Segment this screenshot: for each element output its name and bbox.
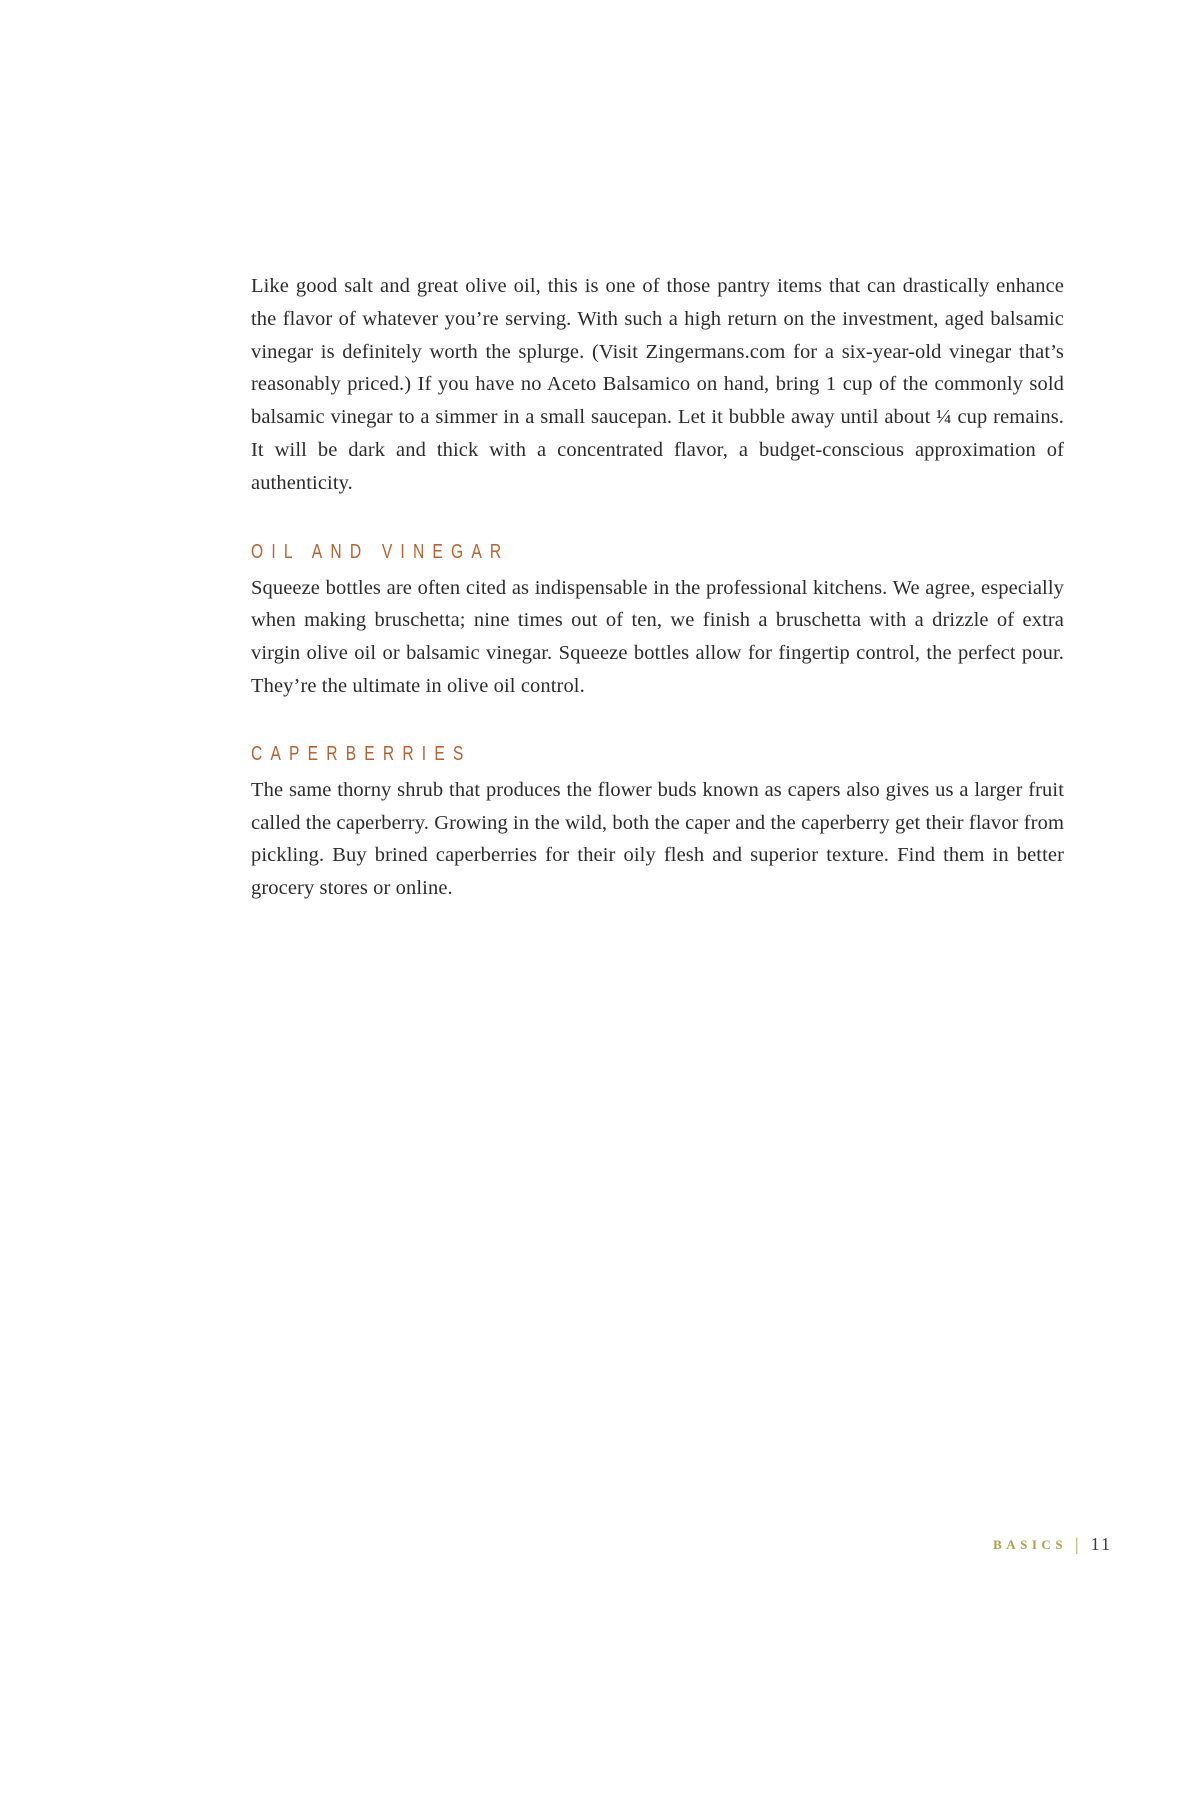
section-paragraph-oil-and-vinegar: Squeeze bottles are often cited as indispensable in the professional kitchens. We agree, especially when making bruschetta; nine times out of ten, we finish a bruschetta with a drizzle of extra virgin olive oil or balsamic vinegar. Squeeze bottles allow for fingertip control, the perfect pour. They’re the ultimate in olive oil control. — [251, 576, 1064, 697]
page-footer — [993, 1534, 1112, 1555]
section-paragraph-caperberries: The same thorny shrub that produces the flower buds known as capers also gives us a larger fruit called the caperberry. Growing in the wild, both the caper and the caperberry get their flavor from pickling. Buy brined caperberries for their oily flesh and superior texture. Find them in better grocery stores or online. — [251, 778, 1064, 900]
running-footer-section: BASICS — [993, 1536, 1068, 1552]
footer-separator: | — [1075, 1534, 1079, 1554]
page-number: 11 — [1090, 1534, 1112, 1554]
page-content — [251, 270, 1064, 905]
intro-paragraph: Like good salt and great olive oil, this is one of those pantry items that can drastically enhance the flavor of whatever you’re serving. With such a high return on the investment, aged balsamic vinegar is definitely worth the splurge. (Visit Zingermans.com for a six-year-old vinegar that’s reasonably priced.) If you have no Aceto Balsamico on hand, bring 1 cup of the commonly sold balsamic vinegar to a simmer in a small saucepan. Let it bubble away until about ¼ cup remains. It will be dark and thick with a concentrated flavor, a budget-conscious approximation of authenticity. — [251, 275, 1064, 494]
section-heading-oil-and-vinegar: OIL AND VINEGAR — [251, 540, 510, 563]
section-heading-caperberries: CAPERBERRIES — [251, 742, 472, 765]
